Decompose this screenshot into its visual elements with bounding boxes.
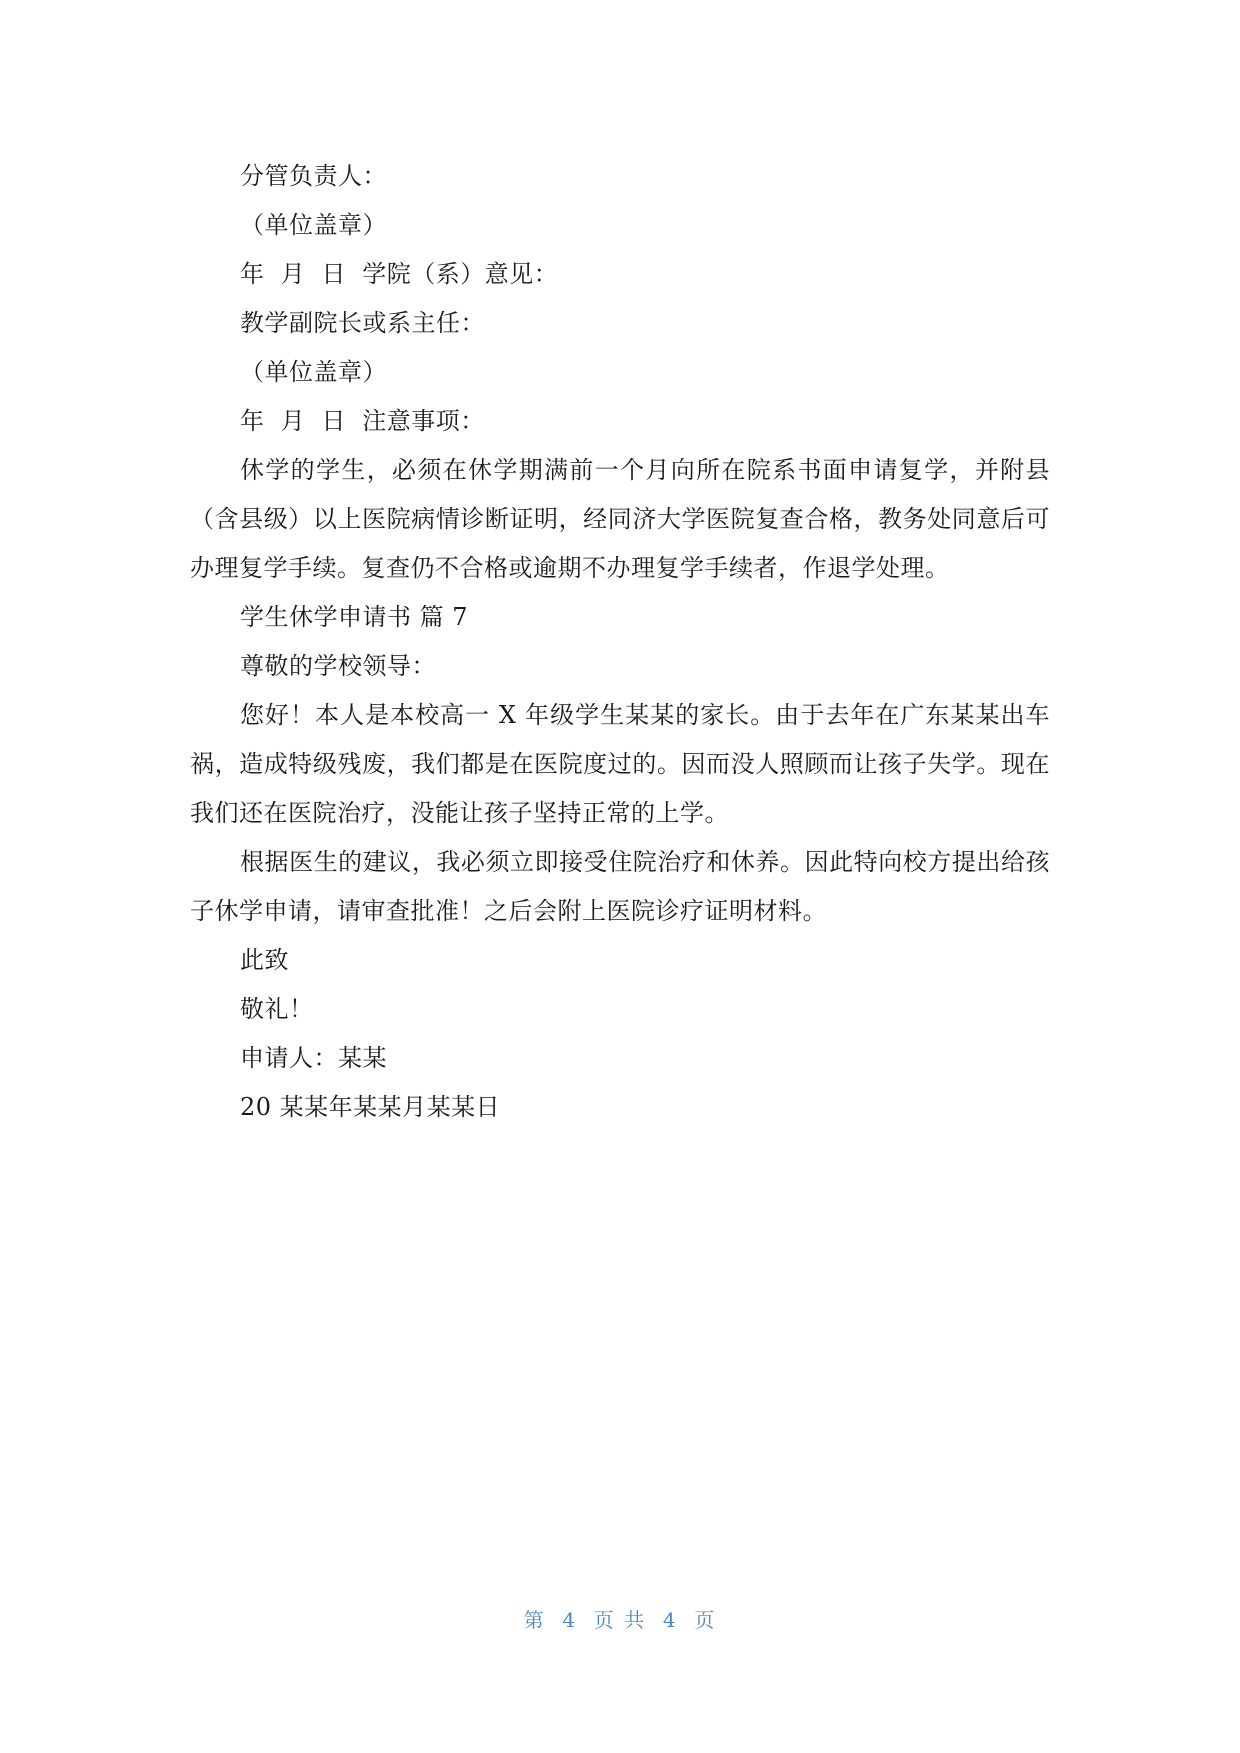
paragraph-supervisor: 分管负责人： xyxy=(240,162,387,190)
paragraph-unit-seal: （单位盖章） xyxy=(240,211,387,239)
page-number-footer xyxy=(0,1604,1240,1633)
paragraph-closing-1: 此致 xyxy=(240,946,289,974)
page-number-text: 第 4 页 共 4 页 xyxy=(523,1608,717,1632)
paragraph-vice-dean: 教学副院长或系主任： xyxy=(240,309,485,337)
paragraph-closing-2: 敬礼！ xyxy=(240,995,314,1023)
paragraph-salutation: 尊敬的学校领导： xyxy=(240,652,436,680)
section-heading: 学生休学申请书 篇 7 xyxy=(240,603,469,631)
paragraph-date-notes: 年 月 日 注意事项： xyxy=(240,407,485,435)
paragraph-applicant: 申请人：某某 xyxy=(240,1044,387,1072)
paragraph-unit-seal-2: （单位盖章） xyxy=(240,358,387,386)
paragraph-letter-body-1: 您好！本人是本校高一 X 年级学生某某的家长。由于去年在广东某某出车祸，造成特级残废，我们都是在医院度过的。因而没人照顾而让孩子失学。现在我们还在医院治疗，没能让孩子坚持正常的上学。 xyxy=(190,701,1050,827)
paragraph-letter-body-2: 根据医生的建议，我必须立即接受住院治疗和休养。因此特向校方提出给孩子休学申请，请审查批准！之后会附上医院诊疗证明材料。 xyxy=(190,848,1050,925)
paragraph-notes-body: 休学的学生，必须在休学期满前一个月向所在院系书面申请复学，并附县（含县级）以上医院病情诊断证明，经同济大学医院复查合格，教务处同意后可办理复学手续。复查仍不合格或逾期不办理复学手续者，作退学处理。 xyxy=(190,456,1050,582)
document-body xyxy=(190,152,1050,1132)
paragraph-date-college-opinion: 年 月 日 学院（系）意见： xyxy=(240,260,559,288)
paragraph-date: 20 某某年某某月某某日 xyxy=(240,1093,501,1121)
